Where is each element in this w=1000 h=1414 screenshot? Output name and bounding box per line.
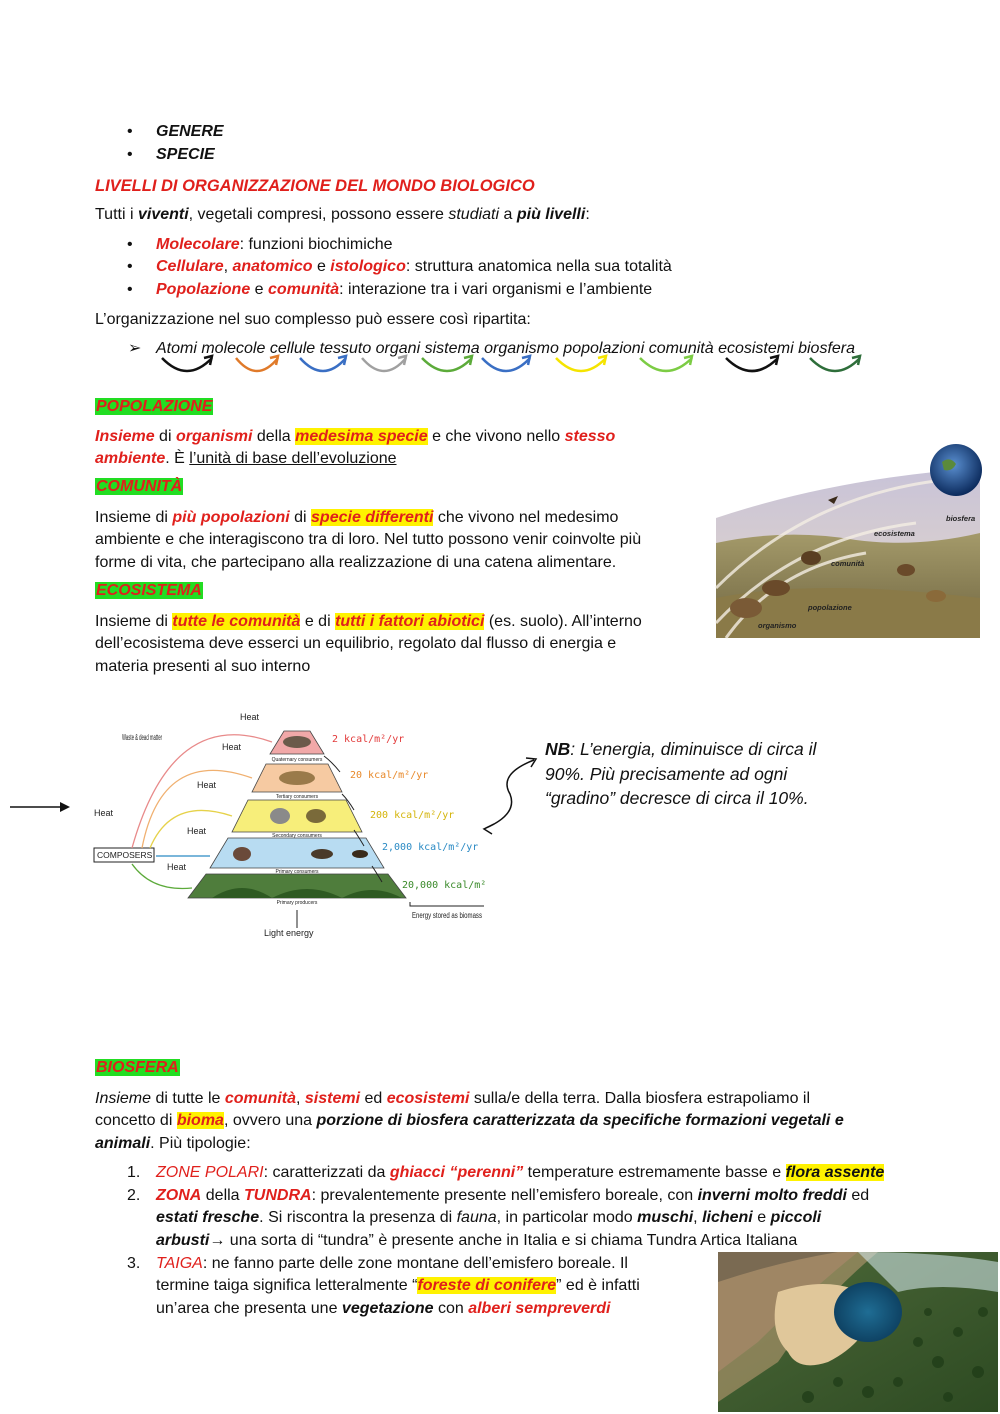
- label-biosfera: biosfera: [946, 514, 976, 523]
- bioma-item-polari: 1. ZONE POLARI: caratterizzati da ghiacci “perenni” temperature estremamente basse e flora assente: [127, 1164, 885, 1181]
- label-comunita: comunità: [831, 559, 865, 568]
- ecology-levels-image: [716, 448, 980, 638]
- heat-label-top: Heat: [240, 712, 260, 722]
- sequence-arrow: [810, 358, 860, 371]
- biosfera-line3: animali. Più tipologie:: [95, 1135, 251, 1152]
- list-item-molecolare: • Molecolare: funzioni biochimiche: [156, 234, 393, 256]
- bioma-item-tundra: 2. ZONA della TUNDRA: prevalentemente presente nell’emisfero boreale, con inverni molto freddi ed: [127, 1187, 870, 1204]
- bioma-item-taiga: 3. TAIGA: ne fanno parte delle zone montane dell’emisfero boreale. Il: [127, 1255, 628, 1272]
- ecosistema-line1: Insieme di tutte le comunità e di tutti i fattori abiotici (es. suolo). All’interno: [95, 613, 642, 630]
- ripartita-text: L’organizzazione nel suo complesso può essere così ripartita:: [95, 311, 531, 328]
- comunita-line2: ambiente e che interagiscono tra di loro. Nel tutto possono venir coinvolte più: [95, 531, 642, 548]
- sequence-arrow: [556, 358, 606, 371]
- nb-note: NB: L’energia, diminuisce di circa il 90%. Più precisamente ad ogni “gradino” decresce di circa il 10%.: [545, 739, 817, 808]
- heat-label-3: Heat: [197, 780, 217, 790]
- energy-value-2: 20 kcal/m²/yr: [350, 770, 429, 781]
- comunita-line1: Insieme di più popolazioni di specie differenti che vivono nel medesimo: [95, 509, 619, 526]
- popolazione-line2: ambiente. È l’unità di base dell’evoluzione: [95, 450, 397, 467]
- sequence-arrow: [482, 358, 530, 371]
- double-arrow-icon: [478, 754, 540, 834]
- sequence-arrow: [640, 358, 692, 371]
- bioma-item-taiga-line2: termine taiga significa letteralmente “foreste di conifere” ed è infatti: [156, 1277, 640, 1294]
- ecosistema-line2: dell’ecosistema deve esserci un equilibrio, regolato dal flusso di energia e: [95, 635, 617, 652]
- popolazione-heading: POPOLAZIONE: [96, 398, 213, 415]
- list-item-genere: • GENERE: [156, 121, 224, 143]
- label-popolazione: popolazione: [808, 603, 852, 612]
- energy-value-3: 200 kcal/m²/yr: [370, 810, 455, 821]
- biosfera-heading: BIOSFERA: [96, 1059, 179, 1076]
- energy-value-4: 2,000 kcal/m²/yr: [382, 842, 479, 853]
- bioma-item-tundra-line2: estati fresche. Si riscontra la presenza di fauna, in particolar modo muschi, licheni e piccoli: [156, 1209, 822, 1226]
- bullet-icon: •: [127, 236, 133, 253]
- sequence-arrow: [362, 358, 406, 371]
- arrow-bullet-icon: ➢: [128, 340, 142, 357]
- livelli-intro: Tutti i viventi, vegetali compresi, possono essere studiati a più livelli:: [95, 206, 590, 223]
- biosfera-line2: concetto di bioma, ovvero una porzione di biosfera caratterizzata da specifiche formazioni vegetali e: [95, 1112, 844, 1129]
- decomposers-label: COMPOSERS: [97, 850, 153, 860]
- sequence-arrow: [162, 358, 212, 371]
- energy-pyramid-diagram: [92, 706, 487, 938]
- energy-value-5: 20,000 kcal/m²: [402, 880, 487, 891]
- pyramid-level-primary-consumers: Primary consumers: [275, 869, 319, 875]
- comunita-heading: COMUNITÀ: [96, 478, 183, 495]
- sequence-arrow: [726, 358, 778, 371]
- list-item-popolazione: • Popolazione e comunità: interazione tra i vari organismi e l’ambiente: [156, 279, 652, 301]
- list-item-specie: • SPECIE: [156, 144, 215, 166]
- ecosistema-heading: ECOSISTEMA: [96, 582, 202, 599]
- sequence-arrows: [150, 352, 890, 380]
- light-energy-label: Light energy: [264, 928, 314, 938]
- sequence-arrow: [300, 358, 346, 371]
- energy-value-1: 2 kcal/m²/yr: [332, 734, 405, 745]
- popolazione-line1: Insieme di organismi della medesima specie e che vivono nello stesso: [95, 428, 616, 445]
- stored-label: Energy stored as biomass: [412, 911, 482, 920]
- heat-label-2: Heat: [222, 742, 242, 752]
- biosfera-line1: Insieme di tutte le comunità, sistemi ed ecosistemi sulla/e della terra. Dalla biosfera estrapoliamo il: [95, 1090, 811, 1107]
- heat-label-5: Heat: [167, 862, 187, 872]
- bullet-icon: •: [127, 258, 133, 275]
- bioma-item-taiga-line3: un’area che presenta une vegetazione con alberi sempreverdi: [156, 1300, 611, 1317]
- label-ecosistema: ecosistema: [874, 529, 915, 538]
- sequence-item: ➢ Atomi molecole cellule tessuto organi sistema organismo popolazioni comunità ecosistemi biosfera: [156, 338, 855, 360]
- ecosistema-line3: materia presenti al suo interno: [95, 658, 311, 675]
- pyramid-level-secondary: Secondary consumers: [272, 833, 322, 839]
- bullet-icon: •: [127, 281, 133, 298]
- bullet-icon: •: [127, 123, 133, 140]
- bioma-item-tundra-line3: arbusti→ una sorta di “tundra” è presente anche in Italia e si chiama Tundra Artica Italiana: [156, 1232, 798, 1249]
- bullet-icon: •: [127, 146, 133, 163]
- heat-label-left: Heat: [94, 808, 114, 818]
- heat-label-4: Heat: [187, 826, 207, 836]
- pyramid-level-tertiary: Tertiary consumers: [275, 794, 319, 800]
- pyramid-level-producers: Primary producers: [276, 900, 318, 906]
- taiga-aerial-image: [718, 1252, 998, 1412]
- sequence-arrow: [236, 358, 278, 371]
- pyramid-level-quaternary: Quaternary consumers: [271, 757, 323, 763]
- waste-label: Waste & dead matter: [122, 733, 163, 742]
- list-item-cellulare: • Cellulare, anatomico e istologico: struttura anatomica nella sua totalità: [156, 256, 672, 278]
- livelli-heading: LIVELLI DI ORGANIZZAZIONE DEL MONDO BIOLOGICO: [95, 177, 535, 195]
- sequence-arrow: [422, 358, 472, 371]
- label-organismo: organismo: [758, 621, 797, 630]
- comunita-line3: forme di vita, che partecipano alla realizzazione di una catena alimentare.: [95, 554, 617, 571]
- pointer-arrow-icon: [8, 798, 72, 816]
